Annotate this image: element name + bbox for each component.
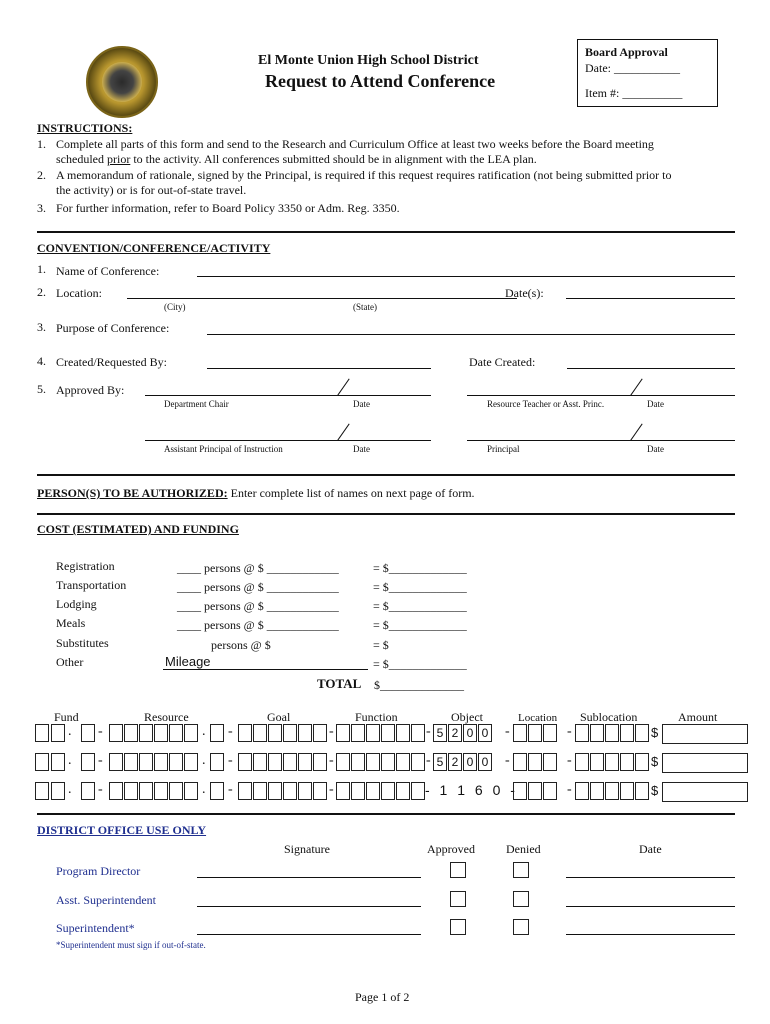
function-header: Function xyxy=(355,710,398,724)
function-digit[interactable] xyxy=(336,753,350,771)
sublocation-digit[interactable] xyxy=(635,724,649,742)
purpose-label: Purpose of Conference: xyxy=(56,321,170,335)
instruction-1-line2: scheduled prior to the activity. All conferences submitted should be in alignment with the LEA plan. xyxy=(56,152,537,166)
object-digit[interactable]: 5 xyxy=(433,753,447,771)
object-digit[interactable]: 0 xyxy=(478,753,492,771)
object-code-1160[interactable]: - 1 1 6 0 - xyxy=(425,782,518,798)
item-num: 2. xyxy=(37,285,46,299)
cost-label-registration: Registration xyxy=(56,559,115,573)
object-digit[interactable]: 2 xyxy=(448,753,462,771)
program-director-denied-checkbox[interactable] xyxy=(513,862,529,878)
goal-header: Goal xyxy=(267,710,291,724)
object-digit[interactable]: 0 xyxy=(463,724,477,742)
superintendent-footnote: *Superintendent must sign if out-of-state. xyxy=(56,940,206,950)
resource-digit[interactable] xyxy=(139,724,153,742)
function-digit[interactable] xyxy=(396,724,410,742)
function-digit[interactable] xyxy=(411,724,425,742)
cost-heading: COST (ESTIMATED) AND FUNDING xyxy=(37,522,239,536)
goal-digit[interactable] xyxy=(238,724,252,742)
resource-digit[interactable] xyxy=(184,782,198,800)
asst-superintendent-signature-field[interactable] xyxy=(197,906,421,907)
fund-header: Fund xyxy=(54,710,79,724)
total-label: TOTAL xyxy=(317,676,362,691)
amount-header: Amount xyxy=(678,710,718,724)
other-description-field[interactable]: Mileage xyxy=(165,654,211,669)
date-caption: Date xyxy=(353,444,370,454)
goal-digit[interactable] xyxy=(283,782,297,800)
date-created-label: Date Created: xyxy=(469,355,536,369)
location-header: Location xyxy=(518,712,558,724)
location-digit[interactable] xyxy=(513,753,527,771)
district-seal-logo xyxy=(86,46,158,118)
resource-digit[interactable] xyxy=(169,724,183,742)
state-caption: (State) xyxy=(353,302,377,312)
object-digit[interactable]: 2 xyxy=(448,724,462,742)
fund-digit[interactable] xyxy=(81,724,95,742)
asst-principal-caption: Assistant Principal of Instruction xyxy=(164,444,283,454)
sublocation-digit[interactable] xyxy=(605,753,619,771)
section-divider xyxy=(37,513,735,515)
substitutes-amount-field[interactable]: = $ xyxy=(373,638,389,652)
section-divider xyxy=(37,231,735,233)
substitutes-calc-field[interactable]: persons @ $ xyxy=(211,638,271,652)
item-num: 4. xyxy=(37,354,46,368)
function-digit[interactable] xyxy=(336,724,350,742)
goal-digit[interactable] xyxy=(253,782,267,800)
location-field[interactable] xyxy=(127,298,517,299)
superintendent-date-field[interactable] xyxy=(566,934,735,935)
instruction-num: 3. xyxy=(37,201,46,215)
program-director-label: Program Director xyxy=(56,864,141,878)
function-digit[interactable] xyxy=(366,724,380,742)
function-digit[interactable] xyxy=(351,782,365,800)
principal-caption: Principal xyxy=(487,444,520,454)
dept-chair-signature-field[interactable] xyxy=(145,395,431,396)
location-digit[interactable] xyxy=(543,724,557,742)
name-of-conference-field[interactable] xyxy=(197,276,735,277)
approved-column-header: Approved xyxy=(427,842,475,856)
item-num: 5. xyxy=(37,382,46,396)
date-caption: Date xyxy=(647,399,664,409)
goal-digit[interactable] xyxy=(283,724,297,742)
asst-principal-signature-field[interactable] xyxy=(145,440,431,441)
sublocation-digit[interactable] xyxy=(620,782,634,800)
other-description-underline xyxy=(163,669,368,670)
section-divider xyxy=(37,474,735,476)
function-digit[interactable] xyxy=(381,753,395,771)
superintendent-denied-checkbox[interactable] xyxy=(513,919,529,935)
board-date-field[interactable]: Date: ___________ xyxy=(585,61,680,75)
resource-digit[interactable] xyxy=(184,724,198,742)
resource-digit[interactable] xyxy=(154,753,168,771)
function-digit[interactable] xyxy=(411,753,425,771)
amount-field[interactable] xyxy=(662,753,748,773)
fund-digit[interactable] xyxy=(81,782,95,800)
section-divider xyxy=(37,813,735,815)
superintendent-label: Superintendent* xyxy=(56,921,135,935)
form-title: Request to Attend Conference xyxy=(265,71,496,91)
resource-digit[interactable] xyxy=(210,782,224,800)
location-digit[interactable] xyxy=(513,724,527,742)
asst-superintendent-denied-checkbox[interactable] xyxy=(513,891,529,907)
sublocation-header: Sublocation xyxy=(580,710,638,724)
sublocation-digit[interactable] xyxy=(635,782,649,800)
cost-label-lodging: Lodging xyxy=(56,597,97,611)
other-amount-field[interactable]: = $_____________ xyxy=(373,657,467,671)
resource-header: Resource xyxy=(144,710,189,724)
goal-digit[interactable] xyxy=(268,724,282,742)
goal-digit[interactable] xyxy=(253,724,267,742)
function-digit[interactable] xyxy=(351,724,365,742)
dates-field[interactable] xyxy=(566,298,735,299)
sublocation-digit[interactable] xyxy=(605,724,619,742)
sublocation-digit[interactable] xyxy=(575,724,589,742)
registration-amount-field[interactable]: = $_____________ xyxy=(373,561,467,575)
office-use-heading: DISTRICT OFFICE USE ONLY xyxy=(37,823,207,837)
dollar-sign: $ xyxy=(651,783,659,798)
sublocation-digit[interactable] xyxy=(590,782,604,800)
signature-column-header: Signature xyxy=(284,842,330,856)
lodging-calc-field[interactable]: ____ persons @ $ ____________ xyxy=(177,599,339,613)
program-director-signature-field[interactable] xyxy=(197,877,421,878)
goal-digit[interactable] xyxy=(283,753,297,771)
dept-chair-caption: Department Chair xyxy=(164,399,229,409)
object-header: Object xyxy=(451,710,483,724)
cost-label-transportation: Transportation xyxy=(56,578,127,592)
page-number: Page 1 of 2 xyxy=(355,990,410,1004)
fund-digit[interactable] xyxy=(35,753,49,771)
board-approval-title: Board Approval xyxy=(585,45,668,59)
date-caption: Date xyxy=(353,399,370,409)
location-label: Location: xyxy=(56,286,102,300)
function-digit[interactable] xyxy=(396,753,410,771)
function-digit[interactable] xyxy=(396,782,410,800)
city-caption: (City) xyxy=(164,302,186,312)
district-name: El Monte Union High School District xyxy=(258,53,479,68)
resource-digit[interactable] xyxy=(139,753,153,771)
goal-digit[interactable] xyxy=(313,724,327,742)
function-digit[interactable] xyxy=(366,782,380,800)
resource-teacher-caption: Resource Teacher or Asst. Princ. xyxy=(487,399,605,409)
resource-digit[interactable] xyxy=(124,753,138,771)
resource-digit[interactable] xyxy=(124,782,138,800)
registration-calc-field[interactable]: ____ persons @ $ ____________ xyxy=(177,561,339,575)
date-column-header: Date xyxy=(639,842,662,856)
date-separator xyxy=(630,379,642,396)
sublocation-digit[interactable] xyxy=(575,782,589,800)
date-separator xyxy=(337,424,349,441)
function-digit[interactable] xyxy=(381,782,395,800)
goal-digit[interactable] xyxy=(268,753,282,771)
instruction-1-line1: Complete all parts of this form and send to the Research and Curriculum Office at least two weeks before the Board meeting xyxy=(56,137,654,151)
transportation-amount-field[interactable]: = $_____________ xyxy=(373,580,467,594)
resource-digit[interactable] xyxy=(124,724,138,742)
resource-digit[interactable] xyxy=(109,782,123,800)
account-code-row: . - . - - - 5 2 0 0 - - $ xyxy=(35,724,750,744)
purpose-field[interactable] xyxy=(207,334,735,335)
program-director-date-field[interactable] xyxy=(566,877,735,878)
resource-digit[interactable] xyxy=(139,782,153,800)
amount-field[interactable] xyxy=(662,724,748,744)
meals-calc-field[interactable]: ____ persons @ $ ____________ xyxy=(177,618,339,632)
fund-digit[interactable] xyxy=(51,782,65,800)
date-separator xyxy=(337,379,349,396)
location-digit[interactable] xyxy=(528,782,542,800)
item-num: 1. xyxy=(37,262,46,276)
object-digit[interactable]: 5 xyxy=(433,724,447,742)
sublocation-digit[interactable] xyxy=(620,753,634,771)
goal-digit[interactable] xyxy=(253,753,267,771)
fund-digit[interactable] xyxy=(81,753,95,771)
function-digit[interactable] xyxy=(351,753,365,771)
asst-superintendent-approved-checkbox[interactable] xyxy=(450,891,466,907)
instruction-2-line1: A memorandum of rationale, signed by the Principal, is required if this request requires ratification (not being submitted prior to xyxy=(56,168,672,182)
goal-digit[interactable] xyxy=(298,782,312,800)
function-digit[interactable] xyxy=(411,782,425,800)
resource-digit[interactable] xyxy=(109,724,123,742)
instruction-2-line2: the activity) or is for out-of-state travel. xyxy=(56,183,247,197)
total-amount-field[interactable]: $______________ xyxy=(374,678,464,692)
board-item-field[interactable]: Item #: __________ xyxy=(585,86,683,100)
superintendent-signature-field[interactable] xyxy=(197,934,421,935)
item-num: 3. xyxy=(37,320,46,334)
account-code-row: . - . - - - 1 1 6 0 - - $ xyxy=(35,782,750,802)
dates-label: Date(s): xyxy=(505,286,544,300)
asst-superintendent-date-field[interactable] xyxy=(566,906,735,907)
goal-digit[interactable] xyxy=(238,782,252,800)
instruction-3-line1: For further information, refer to Board Policy 3350 or Adm. Reg. 3350. xyxy=(56,201,400,215)
resource-digit[interactable] xyxy=(154,724,168,742)
name-of-conference-label: Name of Conference: xyxy=(56,264,160,278)
fund-digit[interactable] xyxy=(35,724,49,742)
resource-digit[interactable] xyxy=(210,724,224,742)
sublocation-digit[interactable] xyxy=(635,753,649,771)
location-digit[interactable] xyxy=(528,724,542,742)
resource-digit[interactable] xyxy=(169,782,183,800)
instructions-heading: INSTRUCTIONS: xyxy=(37,121,133,135)
cost-label-other: Other xyxy=(56,655,84,669)
fund-digit[interactable] xyxy=(51,753,65,771)
function-digit[interactable] xyxy=(381,724,395,742)
instruction-num: 1. xyxy=(37,137,46,151)
persons-authorized-line: PERSON(S) TO BE AUTHORIZED: Enter complete list of names on next page of form. xyxy=(37,486,475,500)
object-digit[interactable]: 0 xyxy=(463,753,477,771)
sublocation-digit[interactable] xyxy=(620,724,634,742)
resource-teacher-signature-field[interactable] xyxy=(467,395,735,396)
instruction-num: 2. xyxy=(37,168,46,182)
location-digit[interactable] xyxy=(543,753,557,771)
location-digit[interactable] xyxy=(513,782,527,800)
date-caption: Date xyxy=(647,444,664,454)
resource-digit[interactable] xyxy=(109,753,123,771)
resource-digit[interactable] xyxy=(184,753,198,771)
account-code-row: . - . - - - 5 2 0 0 - - $ xyxy=(35,753,750,773)
meals-amount-field[interactable]: = $_____________ xyxy=(373,618,467,632)
dollar-sign: $ xyxy=(651,725,659,740)
function-digit[interactable] xyxy=(336,782,350,800)
sublocation-digit[interactable] xyxy=(575,753,589,771)
sublocation-digit[interactable] xyxy=(590,724,604,742)
superintendent-approved-checkbox[interactable] xyxy=(450,919,466,935)
dollar-sign: $ xyxy=(651,754,659,769)
cost-label-meals: Meals xyxy=(56,616,86,630)
date-created-field[interactable] xyxy=(567,368,735,369)
sublocation-digit[interactable] xyxy=(605,782,619,800)
principal-signature-field[interactable] xyxy=(467,440,735,441)
convention-heading: CONVENTION/CONFERENCE/ACTIVITY xyxy=(37,241,271,255)
resource-digit[interactable] xyxy=(169,753,183,771)
goal-digit[interactable] xyxy=(313,782,327,800)
lodging-amount-field[interactable]: = $_____________ xyxy=(373,599,467,613)
goal-digit[interactable] xyxy=(298,753,312,771)
denied-column-header: Denied xyxy=(506,842,541,856)
goal-digit[interactable] xyxy=(268,782,282,800)
object-digit[interactable]: 0 xyxy=(478,724,492,742)
amount-field[interactable] xyxy=(662,782,748,802)
location-digit[interactable] xyxy=(543,782,557,800)
cost-label-substitutes: Substitutes xyxy=(56,636,109,650)
location-digit[interactable] xyxy=(528,753,542,771)
goal-digit[interactable] xyxy=(313,753,327,771)
sublocation-digit[interactable] xyxy=(590,753,604,771)
created-by-field[interactable] xyxy=(207,368,431,369)
program-director-approved-checkbox[interactable] xyxy=(450,862,466,878)
board-approval-box xyxy=(577,39,718,107)
goal-digit[interactable] xyxy=(298,724,312,742)
goal-digit[interactable] xyxy=(238,753,252,771)
resource-digit[interactable] xyxy=(154,782,168,800)
fund-digit[interactable] xyxy=(35,782,49,800)
approved-by-label: Approved By: xyxy=(56,383,125,397)
fund-digit[interactable] xyxy=(51,724,65,742)
date-separator xyxy=(630,424,642,441)
transportation-calc-field[interactable]: ____ persons @ $ ____________ xyxy=(177,580,339,594)
resource-digit[interactable] xyxy=(210,753,224,771)
asst-superintendent-label: Asst. Superintendent xyxy=(56,893,156,907)
created-by-label: Created/Requested By: xyxy=(56,355,167,369)
function-digit[interactable] xyxy=(366,753,380,771)
